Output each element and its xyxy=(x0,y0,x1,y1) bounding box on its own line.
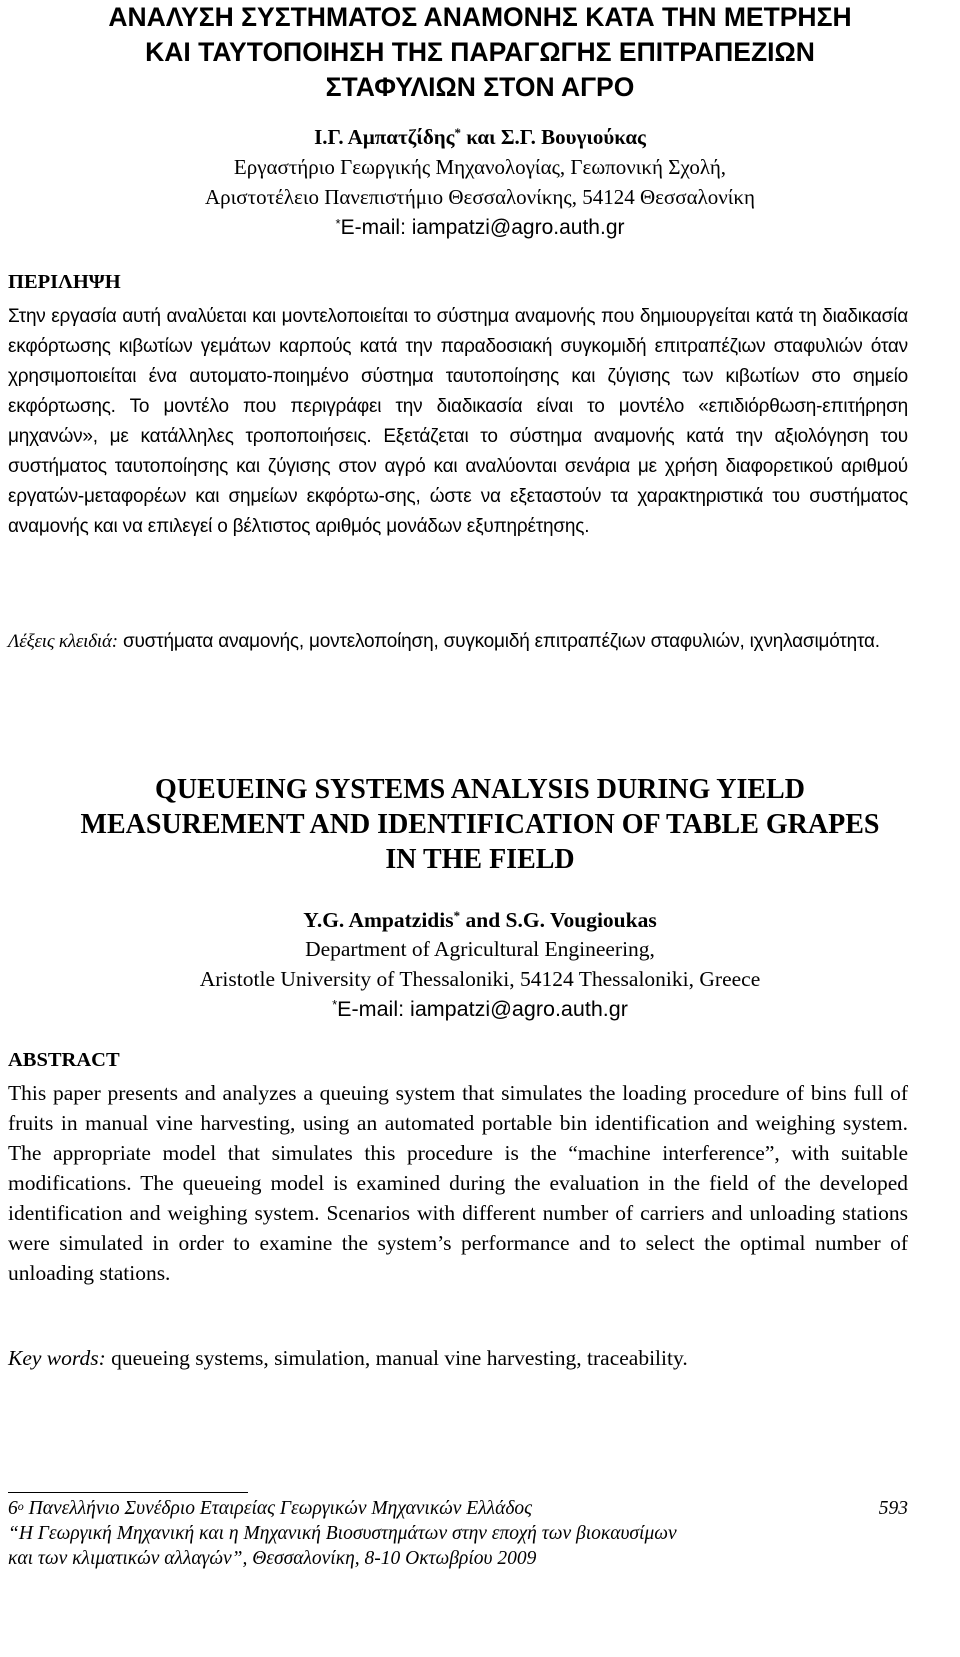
corresponding-mark: * xyxy=(332,997,338,1012)
corresponding-mark: * xyxy=(335,216,341,231)
english-title-line: QUEUEING SYSTEMS ANALYSIS DURING YIELD xyxy=(155,774,805,805)
footer-line-2: “Η Γεωργική Μηχανική και η Μηχανική Βιοσυστημάτων στην εποχή των βιοκαυσίμων xyxy=(8,1523,677,1544)
footer-line-1 xyxy=(8,1496,908,1521)
greek-title-line: ΣΤΑΦΥΛΙΩΝ ΣΤΟΝ ΑΓΡΟ xyxy=(325,72,635,102)
english-abstract-text: This paper presents and analyzes a queuing system that simulates the loading procedure of bins full of fruits in manual vine harvesting, using an automated portable bin identification and weighing system. The appropriate model that simulates this procedure is the “machine interference”, with suitable modifications. The queueing model is examined during the evaluation in the field of the developed identification and weighing system. Scenarios with different number of carriers and unloading stations were simulated in order to examine the system’s performance and to select the optimal number of unloading stations. xyxy=(8,1081,908,1285)
author-join: και xyxy=(461,125,501,149)
greek-title-line: ΚΑΙ ΤΑΥΤΟΠΟΙΗΣΗ ΤΗΣ ΠΑΡΑΓΩΓΗΣ ΕΠΙΤΡΑΠΕΖΙΩΝ xyxy=(145,37,815,67)
corresponding-mark: * xyxy=(454,125,462,140)
greek-keywords-text: συστήματα αναμονής, μοντελοποίηση, συγκομιδή επιτραπέζιων σταφυλιών, ιχνηλασιμότητα. xyxy=(117,631,880,652)
english-keywords-label: Key words: xyxy=(8,1346,106,1370)
footer-line-3: και των κλιματικών αλλαγών”, Θεσσαλονίκη, 8-10 Οκτωβρίου 2009 xyxy=(8,1548,537,1569)
english-affiliation-line: Aristotle University of Thessaloniki, 54124 Thessaloniki, Greece xyxy=(199,967,761,991)
footer-ordinal: 6 xyxy=(8,1498,18,1519)
english-title-line: IN THE FIELD xyxy=(385,844,575,875)
greek-authors xyxy=(0,122,960,152)
footer-conference: Πανελλήνιο Συνέδριο Εταιρείας Γεωργικών Μηχανικών Ελλάδος xyxy=(23,1498,533,1519)
greek-affiliation-line: Αριστοτέλειο Πανεπιστήμιο Θεσσαλονίκης, 54124 Θεσσαλονίκη xyxy=(205,185,755,209)
greek-affiliation xyxy=(0,152,960,212)
english-affiliation-line: Department of Agricultural Engineering, xyxy=(305,937,655,961)
greek-abstract-text: Στην εργασία αυτή αναλύεται και μοντελοποιείται το σύστημα αναμονής που δημιουργείται κατά τη διαδικασία εκφόρτωσης κιβωτίων γεμάτων καρπούς κατά την παραδοσιακή συγκομιδή επιτραπέζιων σταφυλιών όταν χρησιμοποιείται ένα αυτοματο-ποιημένο σύστημα ταυτοποίησης και ζύγισης των κιβωτίων στο σημείο εκφόρτωσης. Το μοντέλο που περιγράφει την διαδικασία είναι το μοντέλο «επιδιόρθωση-επιτήρηση μηχανών», με κατάλληλες τροποποιήσεις. Εξετάζεται το σύστημα αναμονής κατά την αξιολόγηση του συστήματος ταυτοποίησης και ζύγισης στον αγρό και αναλύονται σενάρια με χρήση διαφορετικού αριθμού εργατών-μεταφορέων και σημείων εκφόρτω-σης, ώστε να εξεταστούν τα χαρακτηριστικά του συστήματος αναμονής και να επιλεγεί ο βέλτιστος αριθμός μονάδων εξυπηρέτησης. xyxy=(8,306,908,537)
greek-abstract-heading: ΠΕΡΙΛΗΨΗ xyxy=(8,271,121,293)
english-keywords-text: queueing systems, simulation, manual vine harvesting, traceability. xyxy=(105,1346,688,1370)
greek-author-1: Ι.Γ. Αμπατζίδης xyxy=(314,125,455,149)
english-authors xyxy=(0,905,960,935)
english-title-line: MEASUREMENT AND IDENTIFICATION OF TABLE GRAPES xyxy=(80,809,880,840)
footer-ordinal-suffix: ο xyxy=(17,1499,24,1513)
greek-affiliation-line: Εργαστήριο Γεωργικής Μηχανολογίας, Γεωπονική Σχολή, xyxy=(233,155,727,179)
english-author-1: Y.G. Ampatzidis xyxy=(303,908,454,932)
english-affiliation xyxy=(0,934,960,994)
greek-title xyxy=(0,0,960,105)
english-author-2: S.G. Vougioukas xyxy=(505,908,657,932)
greek-keywords xyxy=(8,627,908,657)
greek-author-2: Σ.Γ. Βουγιούκας xyxy=(500,125,646,149)
author-join: and xyxy=(460,908,506,932)
corresponding-mark: * xyxy=(453,908,461,923)
email-text: E-mail: iampatzi@agro.auth.gr xyxy=(340,216,625,239)
footer-divider xyxy=(8,1492,248,1493)
greek-email xyxy=(0,213,960,243)
greek-keywords-label: Λέξεις κλειδιά: xyxy=(8,631,118,652)
page-number: 593 xyxy=(878,1498,908,1519)
english-title xyxy=(0,772,960,877)
english-abstract-heading: ABSTRACT xyxy=(8,1049,120,1071)
english-keywords xyxy=(8,1343,908,1373)
email-text: E-mail: iampatzi@agro.auth.gr xyxy=(337,997,628,1021)
english-email xyxy=(0,994,960,1024)
greek-title-line: ΑΝΑΛΥΣΗ ΣΥΣΤΗΜΑΤΟΣ ΑΝΑΜΟΝΗΣ ΚΑΤΑ ΤΗΝ ΜΕΤΡΗΣΗ xyxy=(108,2,852,32)
